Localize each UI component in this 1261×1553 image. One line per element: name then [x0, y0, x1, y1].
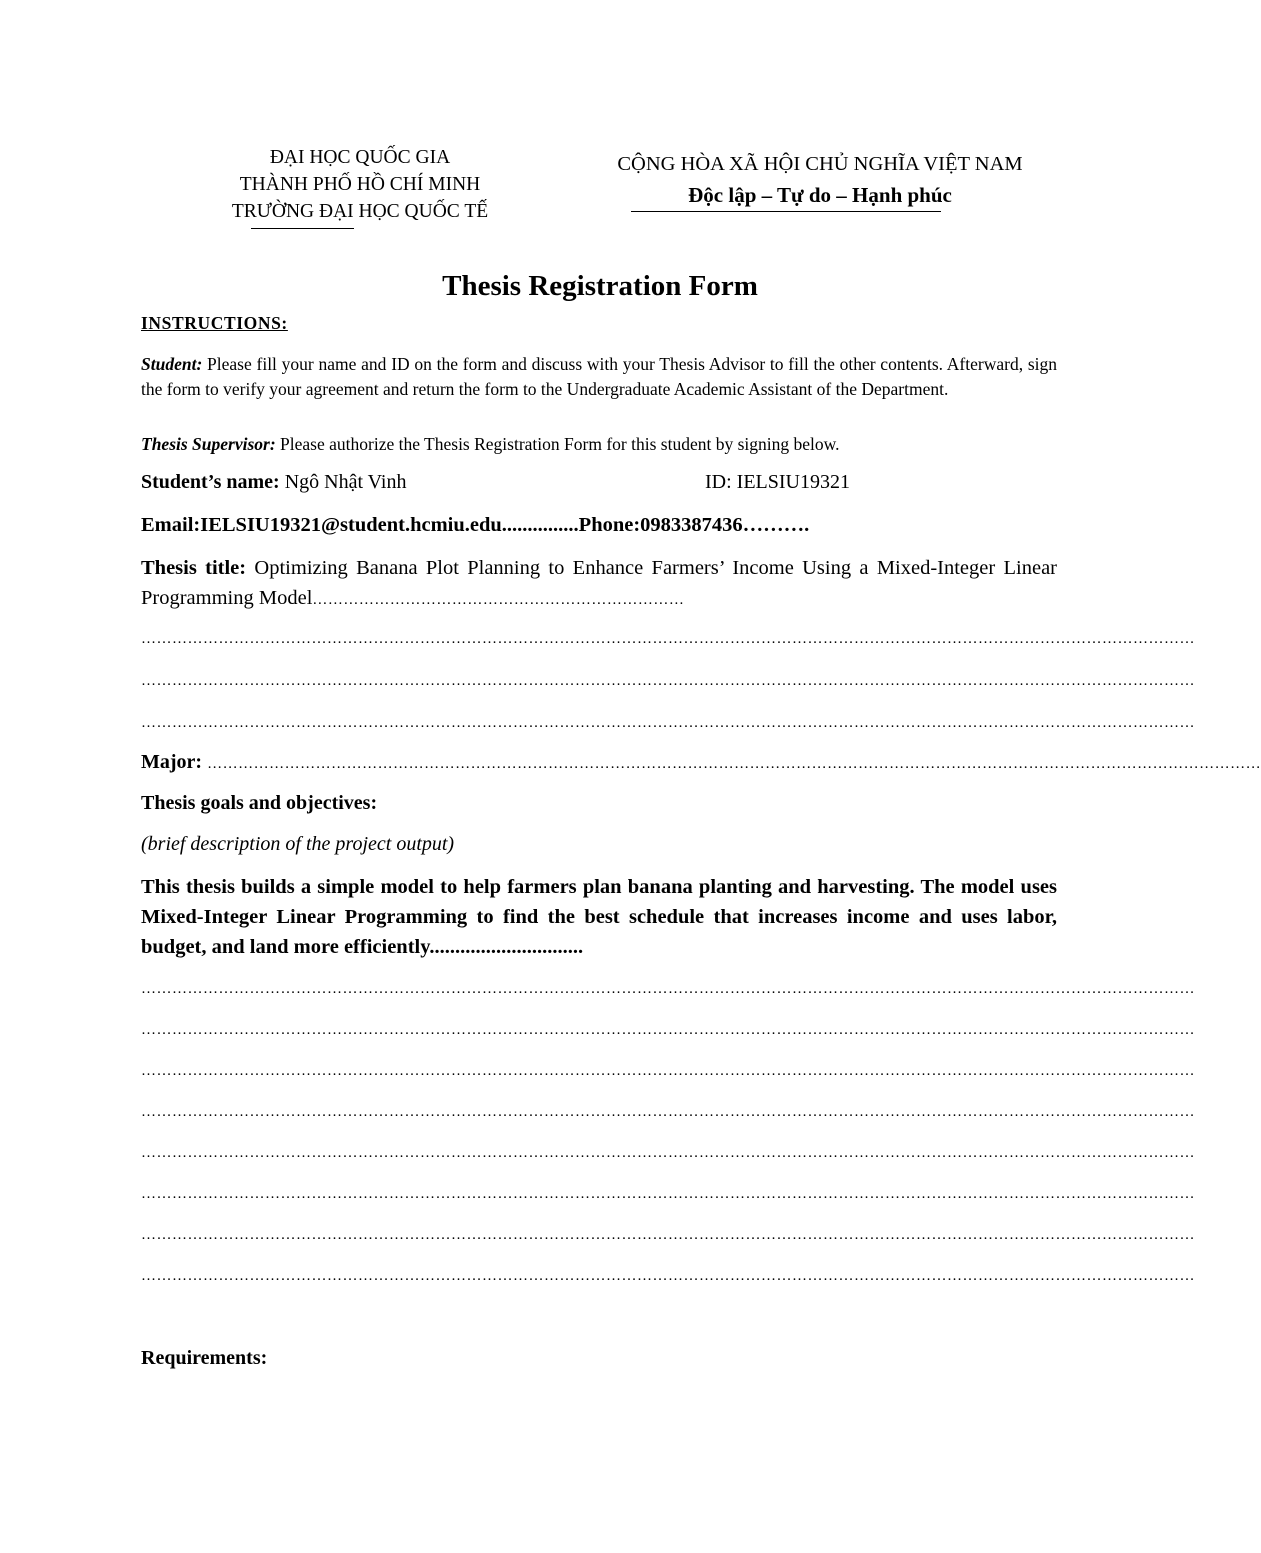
instructions-heading: INSTRUCTIONS:: [141, 313, 288, 333]
dotted-line: ……………………………………………………………………………………………………………………………………………………………………………………: [141, 1186, 1195, 1202]
dotted-line: ……………………………………………………………………………………………………………………………………………………………………………………: [141, 673, 1195, 689]
student-name-value: Ngô Nhật Vinh: [284, 471, 407, 493]
national-header: [560, 150, 1080, 212]
header-right-rule: [631, 211, 941, 212]
goals-label: Thesis goals and objectives:: [141, 792, 378, 814]
header-left-rule: [251, 228, 354, 229]
major-field: [141, 751, 1261, 774]
dotted-line: ……………………………………………………………………………………………………………………………………………………………………………………: [141, 1145, 1195, 1161]
student-id-value: IELSIU19321: [736, 471, 850, 493]
student-label: Student:: [141, 354, 203, 374]
dotted-line: ……………………………………………………………………………………………………………………………………………………………………………………: [141, 1227, 1195, 1243]
email-phone-field: Email:IELSIU19321@student.hcmiu.edu...............Phone:0983387436……….: [141, 514, 810, 536]
thesis-title-value: Optimizing Banana Plot Planning to Enhance Farmers’ Income Using a Mixed-Integer Linear Programming Model: [141, 557, 1058, 609]
university-line-3: TRƯỜNG ĐẠI HỌC QUỐC TẾ: [231, 201, 489, 222]
dotted-line: ……………………………………………………………………………………………………………………………………………………………………………………: [141, 715, 1195, 731]
dotted-line: ……………………………………………………………………………………………………………………………………………………………………………………: [141, 1022, 1195, 1038]
goals-text: This thesis builds a simple model to help farmers plan banana planting and harvesting. The model uses Mixed-Integer Linear Programming to find the best schedule that increases income and uses labor, budget, and land more efficiently..............................: [141, 876, 1057, 958]
dotted-line: ……………………………………………………………………………………………………………………………………………………………………………………: [141, 1063, 1195, 1079]
national-motto: Độc lập – Tự do – Hạnh phúc: [688, 183, 952, 207]
student-id-label: ID:: [705, 471, 732, 493]
student-id-field: [705, 471, 850, 494]
student-instructions: [141, 352, 1057, 401]
dotted-line: ……………………………………………………………………………………………………………………………………………………………………………………: [141, 631, 1195, 647]
major-label: Major:: [141, 751, 203, 773]
dotted-line: ……………………………………………………………………………………………………………………………………………………………………………………: [141, 1104, 1195, 1120]
university-line-2: THÀNH PHỐ HỒ CHÍ MINH: [239, 174, 481, 195]
dotted-line: ……………………………………………………………………………………………………………………………………………………………………………………: [141, 981, 1195, 997]
student-name-field: [141, 471, 406, 494]
major-dots: ……………………………………………………………………………………………………………………………………………………………………………………: [207, 756, 1261, 772]
student-instructions-text: Please fill your name and ID on the form and discuss with your Thesis Advisor to fill the other contents. Afterward, sign the form to verify your agreement and return the form to the Undergraduate Academic Assistant of the Department.: [141, 354, 1057, 399]
thesis-title-field: [141, 553, 1057, 615]
university-header: [140, 144, 580, 225]
thesis-title-label: Thesis title:: [141, 557, 247, 579]
supervisor-label: Thesis Supervisor:: [141, 434, 276, 454]
dotted-line: ……………………………………………………………………………………………………………………………………………………………………………………: [141, 1268, 1195, 1284]
student-name-label: Student’s name:: [141, 471, 280, 493]
supervisor-instructions-text: Please authorize the Thesis Registration Form for this student by signing below.: [280, 434, 840, 454]
university-line-1: ĐẠI HỌC QUỐC GIA: [269, 147, 451, 168]
supervisor-instructions: [141, 432, 1057, 457]
page-title: Thesis Registration Form: [442, 270, 758, 302]
requirements-label: Requirements:: [141, 1347, 268, 1369]
goals-hint: (brief description of the project output): [141, 833, 455, 855]
thesis-title-dots: ………………………………………………………………: [312, 592, 685, 608]
national-line-1: CỘNG HÒA XÃ HỘI CHỦ NGHĨA VIỆT NAM: [617, 153, 1023, 175]
